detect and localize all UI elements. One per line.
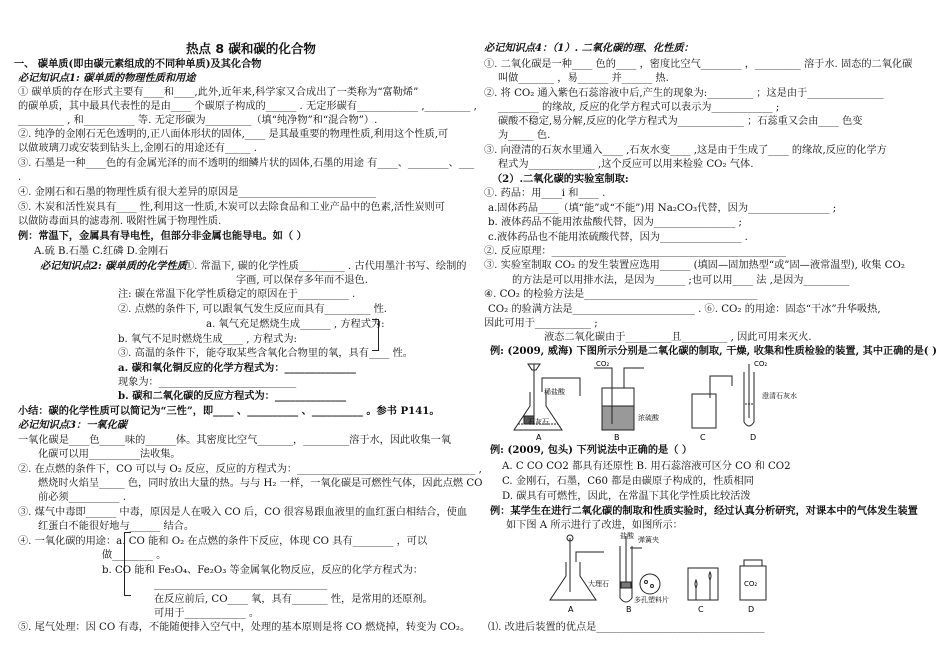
label-hcl: 盐酸 xyxy=(620,532,634,540)
text-line: 叫做_______ ，易______ 并______ 热. xyxy=(498,73,669,84)
text-line: 程式为_____________ ,这个反应可以用来检验 CO₂ 气体. xyxy=(498,159,754,170)
text-line: 以做防毒面具的滤毒剂. 吸附性属于物理性质. xyxy=(18,216,222,227)
answer-options: C. 金刚石，石墨，C60 都是由碳原子构成的，性质相同 xyxy=(502,476,754,487)
text-line: . xyxy=(18,172,22,183)
text-line: 字画, 可以保存多年而不退色. xyxy=(236,275,368,286)
answer-options: D. 碳具有可燃性，因此，在常温下其化学性质比较活泼 xyxy=(502,491,751,502)
text-line: ①. 二氧化碳是一种____ 色的____ ，密度比空气________ ，_________ 溶于水. 固态的二氧化碳 xyxy=(484,59,913,70)
text-line: b. 液体药品不能用浓盐酸代替，因为________________ ; xyxy=(488,217,742,228)
text-line: 燃烧时火焰呈_____ 色，同时放出大量的热。与与 H₂ 一样，一氧化碳是可燃性气体，因此点燃 CO xyxy=(38,478,483,489)
label-sulfuric-acid: 浓硫酸 xyxy=(638,414,659,422)
label-co2: CO₂ xyxy=(744,580,758,588)
text-line: __________________________________ xyxy=(154,579,328,590)
text-line: 可用于____________ 。 xyxy=(154,608,260,619)
text-line: c.液体药品也不能用浓硫酸代替，因为________________ . xyxy=(488,232,748,243)
label-spring-clamp: 弹簧夹 xyxy=(638,536,659,544)
text-line: 一氧化碳是____色_____味的______体。其密度比空气_______，_________溶于水，因此收集一氧 xyxy=(18,435,451,446)
co2-apparatus-figure xyxy=(484,358,844,442)
label-a: A xyxy=(568,605,574,614)
text-line: ③. 煤气中毒即______ 中毒，原因是人在吸入 CO 后，CO 很容易跟血液里的血红蛋白相结合，使血 xyxy=(18,507,468,518)
example-question: 例: (2009, 包头) 下列说法中正确的是（ ） xyxy=(490,444,693,456)
text-line: ②. 反应原理：______________________________________________ xyxy=(484,246,786,257)
text-line: b. CO 能和 Fe₃O₄、Fe₂O₃ 等金属氧化物反应，反应的化学方程式为： xyxy=(102,565,424,576)
text-line: ⑴. 改进后装置的优点是_________________________________ xyxy=(488,622,765,633)
label-c: C xyxy=(700,433,706,442)
text-line: CO₂ 的验满方法是________________________ . ⑥. CO₂ 的用途：固态“干冰”升华吸热, xyxy=(488,304,881,315)
text-line: ④. CO₂ 的检验方法是__________________________________ xyxy=(484,289,758,300)
text-line: 现象为：___________________________ xyxy=(118,377,297,388)
knowledge-point-4-heading: 必记知识点4：（1）. 二氧化碳的理、化性质： xyxy=(484,42,694,54)
text-line: 红蛋白不能很好地与______ 结合。 xyxy=(38,521,195,532)
knowledge-point-2-heading: 必记知识点2: 碳单质的化学性质 xyxy=(40,260,187,272)
text-line: ①. 药品：用____i 和____ . xyxy=(484,188,606,199)
label-hydrochloric-acid: 稀盐酸 xyxy=(544,388,565,396)
text-line: ②. 将 CO₂ 通入紫色石蕊溶液中后,产生的现象为:_________ ；这是由于_______________ xyxy=(484,88,884,99)
improved-apparatus-figure xyxy=(544,532,844,614)
answer-options: A.硫 B.石墨 C.红磷 D.金刚石 xyxy=(34,246,169,257)
text-line: b. 碳和二氧化碳的反应方程式为：______________ xyxy=(118,390,347,402)
section-heading: 一、 碳单质(即由碳元素组成的不同种单质)及其化合物 xyxy=(14,58,262,70)
label-d: D xyxy=(748,605,755,614)
label-lime-water: 澄清石灰水 xyxy=(762,392,797,400)
note-line: 注: 碳在常温下化学性质稳定的原因在于__________ . xyxy=(118,289,356,300)
text-line: 液态二氧化碳由于_________且_________ , 因此可用来灭火. xyxy=(544,332,812,343)
text-line: ________ 的缘故, 反应的化学方程式可以表示为____________ ; xyxy=(498,102,780,113)
text-line: 因此可用于___________ ; xyxy=(484,318,598,329)
text-line: ⑤. 尾气处理：因 CO 有毒，不能随便排入空气中，处理的基本原则是将 CO 燃烧掉，转变为 CO₂。 xyxy=(18,622,471,633)
wash-bottle-b xyxy=(594,368,644,430)
text-line: 的方法是可以用排水法，是因为______ ;也可以用____ 法 ,是因为_________ xyxy=(512,275,850,286)
text-line: 化碳可以用__________法收集。 xyxy=(38,449,181,460)
text-line: a. 碳和氧化铜反应的化学方程式为：______________ xyxy=(118,362,356,374)
text-line: a.固体药品____（填“能”或“不能”)用 Na₂CO₃代替，因为________________ ; xyxy=(488,203,837,214)
text-line: ④. 一氧化碳的用途：a. CO 能和 O₂ 在点燃的条件下反应，体现 CO 具有________ ，可以 xyxy=(18,536,428,547)
text-line: 如下图 A 所示进行了改进，如图所示： xyxy=(506,520,683,531)
subheading: （2）.二氧化碳的实验室制取: xyxy=(492,173,629,185)
label-limestone: 石灰石 xyxy=(528,418,549,426)
text-line: 碳酸不稳定,易分解,反应的化学方程式为_____________ ；石蕊重又会由____ 色变 xyxy=(498,116,863,127)
collecting-bottle-c xyxy=(692,376,732,428)
text-line: 做________ 。 xyxy=(102,550,167,561)
text-line: 在反应前后, CO____ 氧，具有_______ 性，是常用的还原剂。 xyxy=(154,594,433,605)
text-line: ②. 纯净的金刚石无色透明的,正八面体形状的固体,____ 是其最重要的物理性质,利用这个性质,可 xyxy=(18,129,449,140)
label-d: D xyxy=(750,433,757,442)
text-line: 前必须__________ . xyxy=(38,492,126,503)
flask-a xyxy=(550,535,604,600)
label-a: A xyxy=(536,433,542,442)
knowledge-point-3-heading: 必记知识点3：一氧化碳 xyxy=(18,419,127,431)
knowledge-point-1-heading: 必记知识点1: 碳单质的物理性质和用途 xyxy=(18,72,196,84)
text-line: 为_____ 色. xyxy=(498,130,551,141)
summary-line: 小结：碳的化学性质可以简记为“三性”，即____ 、__________ 、__________ 。参书 P141。 xyxy=(18,405,440,417)
bracket xyxy=(372,319,379,351)
page-title: 热点 8 碳和碳的化合物 xyxy=(186,41,316,56)
text-line: ④. 金刚石和石墨的物理性质有很大差异的原因是___________________________ xyxy=(18,187,376,198)
label-c: C xyxy=(698,605,704,614)
label-b: B xyxy=(614,433,620,442)
label-marble: 大理石 xyxy=(588,580,609,588)
example-question: 例: (2009, 威海) 下图所示分别是二氧化碳的制取, 干燥, 收集和性质检验的装置, 其中正确的是( ) xyxy=(490,345,937,357)
text-line: b. 氧气不足时燃烧生成____ , 方程式为: xyxy=(118,334,297,345)
answer-options: A. C CO CO2 都具有还原性 B. 用石蕊溶液可区分 CO 和 CO2 xyxy=(502,461,791,472)
text-line: ③. 石墨是一种____色的有金属光泽的而不透明的细鳞片状的固体,石墨的用途 有____、________、___ xyxy=(18,158,475,169)
example-question: 例：某学生在进行二氧化碳的制取和性质实验时，经过认真分析研究，对课本中的气体发生装置 xyxy=(490,505,918,517)
text-line: 以做玻璃刀或安装到钻头上,金刚石的用途还有_____ . xyxy=(18,143,257,154)
label-co2: CO₂ xyxy=(596,360,610,368)
test-tube-d xyxy=(744,364,754,426)
text-line: ⑤. 木炭和活性炭具有____ 性,利用这一性质,木炭可以去除食品和工业产品中的色素,活性炭则可 xyxy=(18,202,445,213)
tube-b xyxy=(620,536,660,602)
text-line: ①. 常温下, 碳的化学性质_________ . 古代用墨汁书写、绘制的 xyxy=(184,261,467,272)
label-plastic-plate: 多孔塑料片 xyxy=(634,596,669,604)
text-line: ③. 向澄清的石灰水里通入____ ,石灰水变____ ,这是由于生成了____ 的缘故,反应的化学方 xyxy=(484,145,887,156)
text-line: ① 碳单质的存在形式主要有____和____,此外,近年来,科学家又合成出了一类称为“富勒烯” xyxy=(18,87,419,98)
text-line: a. 氧气充足燃烧生成______ , 方程式为: xyxy=(206,319,385,330)
label-b: B xyxy=(626,605,632,614)
label-co2: CO₂ xyxy=(754,360,768,368)
text-line: 的碳单质，其中最具代表性的是由____ 个碳原子构成的______ . 无定形碳有____________ ,_________ , xyxy=(18,101,477,112)
text-line: _________ , 和__________ 等. 无定形碳为_________（填“纯净物”和“混合物”）. xyxy=(18,115,378,126)
text-line: ②. 点燃的条件下, 可以跟氧气发生反应而具有_________ 性. xyxy=(118,304,388,315)
text-line: ③. 高温的条件下，能夺取某些含氧化合物里的氧，具有____ 性。 xyxy=(118,348,413,359)
bracket xyxy=(124,532,131,596)
candles-c xyxy=(688,568,718,600)
text-line: ③. 实验室制取 CO₂ 的发生装置应选用______ (填固—固加热型“或”固—液常温型), 收集 CO₂ xyxy=(484,260,905,271)
text-line: ②. 在点燃的条件下，CO 可以与 O₂ 反应，反应的方程式为：___________________________________ , xyxy=(18,464,482,475)
example-question: 例：常温下，金属具有导电性，但部分非金属也能导电。如（ ） xyxy=(18,230,307,242)
